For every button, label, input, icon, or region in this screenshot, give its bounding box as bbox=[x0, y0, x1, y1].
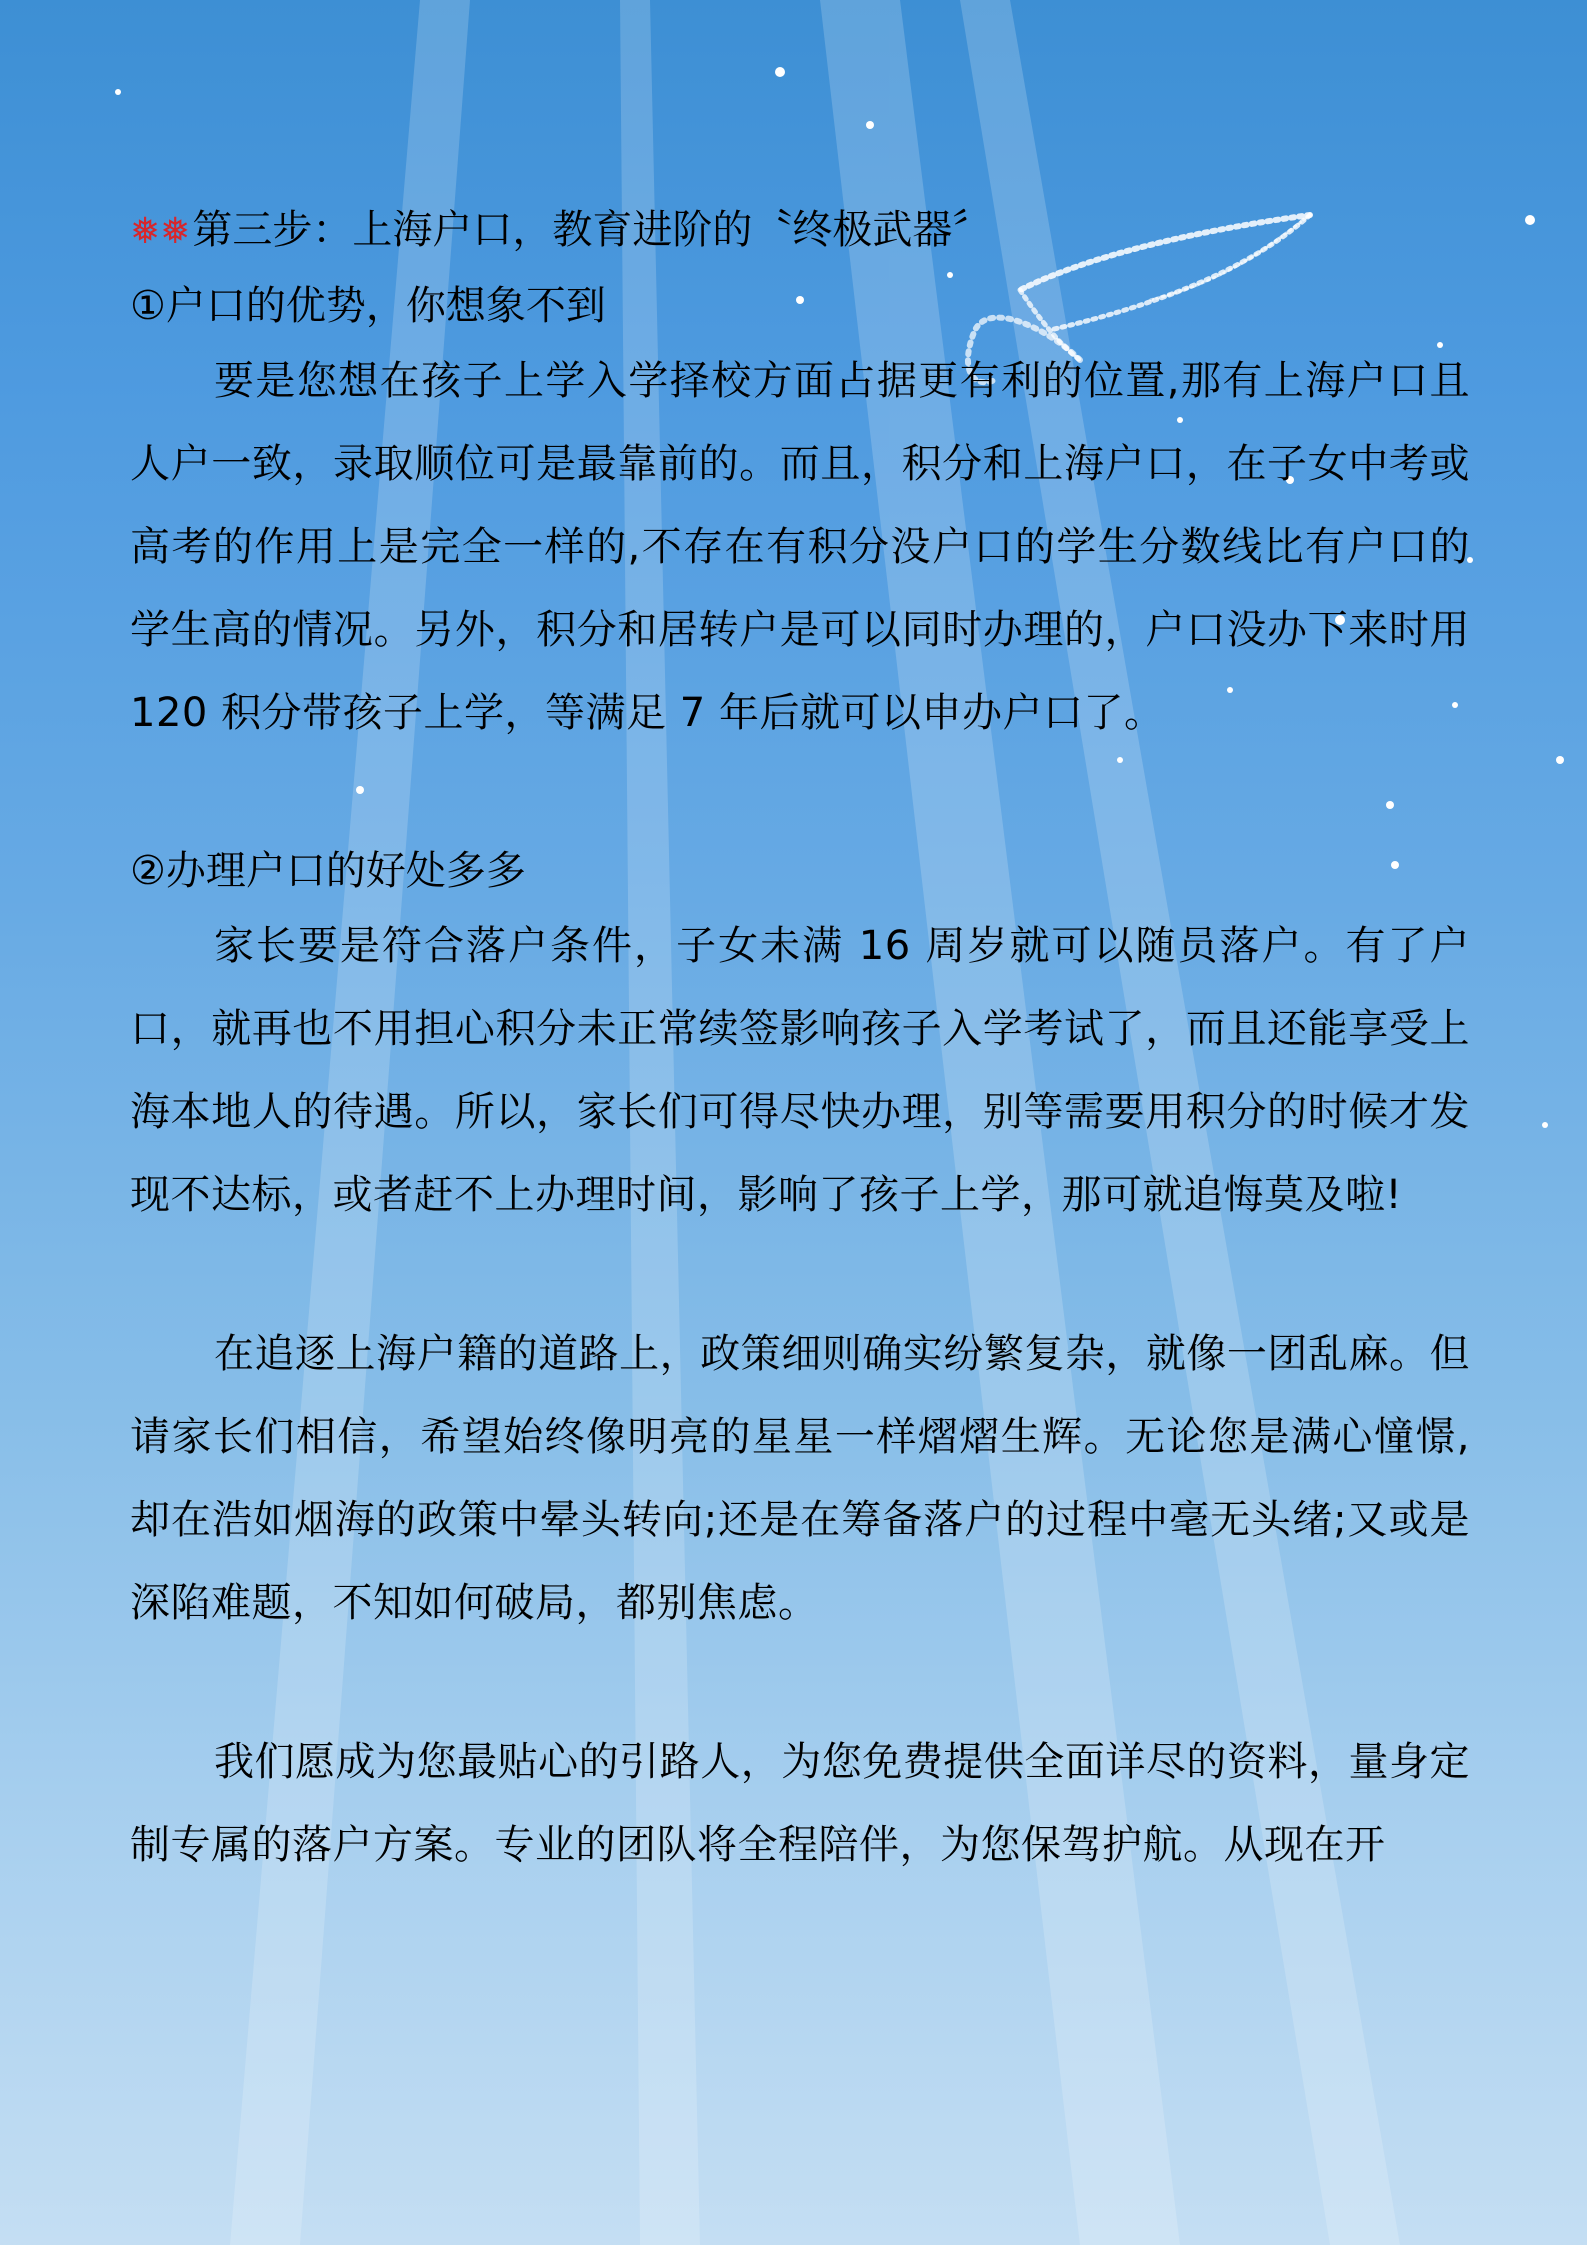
step-heading-text: 第三步：上海户口，教育进阶的〝终极武器〞 bbox=[192, 207, 993, 253]
section1-paragraph: 要是您想在孩子上学入学择校方面占据更有利的位置,那有上海户口且人户一致，录取顺位可是最靠前的。而且，积分和上海户口，在子女中考或高考的作用上是完全一样的,不存在有积分没户口的学生分数线比有户口的学生高的情况。另外，积分和居转户是可以同时办理的，户口没办下来时用 120 积分带孩子上学，等满足 7 年后就可以申办户口了。 bbox=[130, 358, 1470, 736]
step-heading bbox=[130, 200, 1470, 262]
paragraph-3: 在追逐上海户籍的道路上，政策细则确实纷繁复杂，就像一团乱麻。但请家长们相信，希望始终像明亮的星星一样熠熠生辉。无论您是满心憧憬,却在浩如烟海的政策中晕头转向;还是在筹备落户的过程中毫无头绪;又或是深陷难题，不知如何破局，都别焦虑。 bbox=[130, 1331, 1470, 1626]
spacer bbox=[130, 1645, 1470, 1717]
section1-title: ①户口的优势，你想象不到 bbox=[130, 283, 606, 329]
paragraph-4: 我们愿成为您最贴心的引路人，为您免费提供全面详尽的资料，量身定制专属的落户方案。专业的团队将全程陪伴，为您保驾护航。从现在开 bbox=[130, 1739, 1470, 1868]
section2-paragraph: 家长要是符合落户条件，子女未满 16 周岁就可以随员落户。有了户口，就再也不用担心积分未正常续签影响孩子入学考试了，而且还能享受上海本地人的待遇。所以，家长们可得尽快办理，别等需要用积分的时候才发现不达标，或者赶不上办理时间，影响了孩子上学，那可就追悔莫及啦! bbox=[130, 923, 1470, 1218]
section2-title: ②办理户口的好处多多 bbox=[130, 848, 526, 894]
snowflake-ornament-icon: ❅❅ bbox=[130, 211, 191, 252]
article-body bbox=[130, 200, 1470, 1887]
spacer bbox=[130, 1237, 1470, 1309]
spacer bbox=[130, 755, 1470, 827]
